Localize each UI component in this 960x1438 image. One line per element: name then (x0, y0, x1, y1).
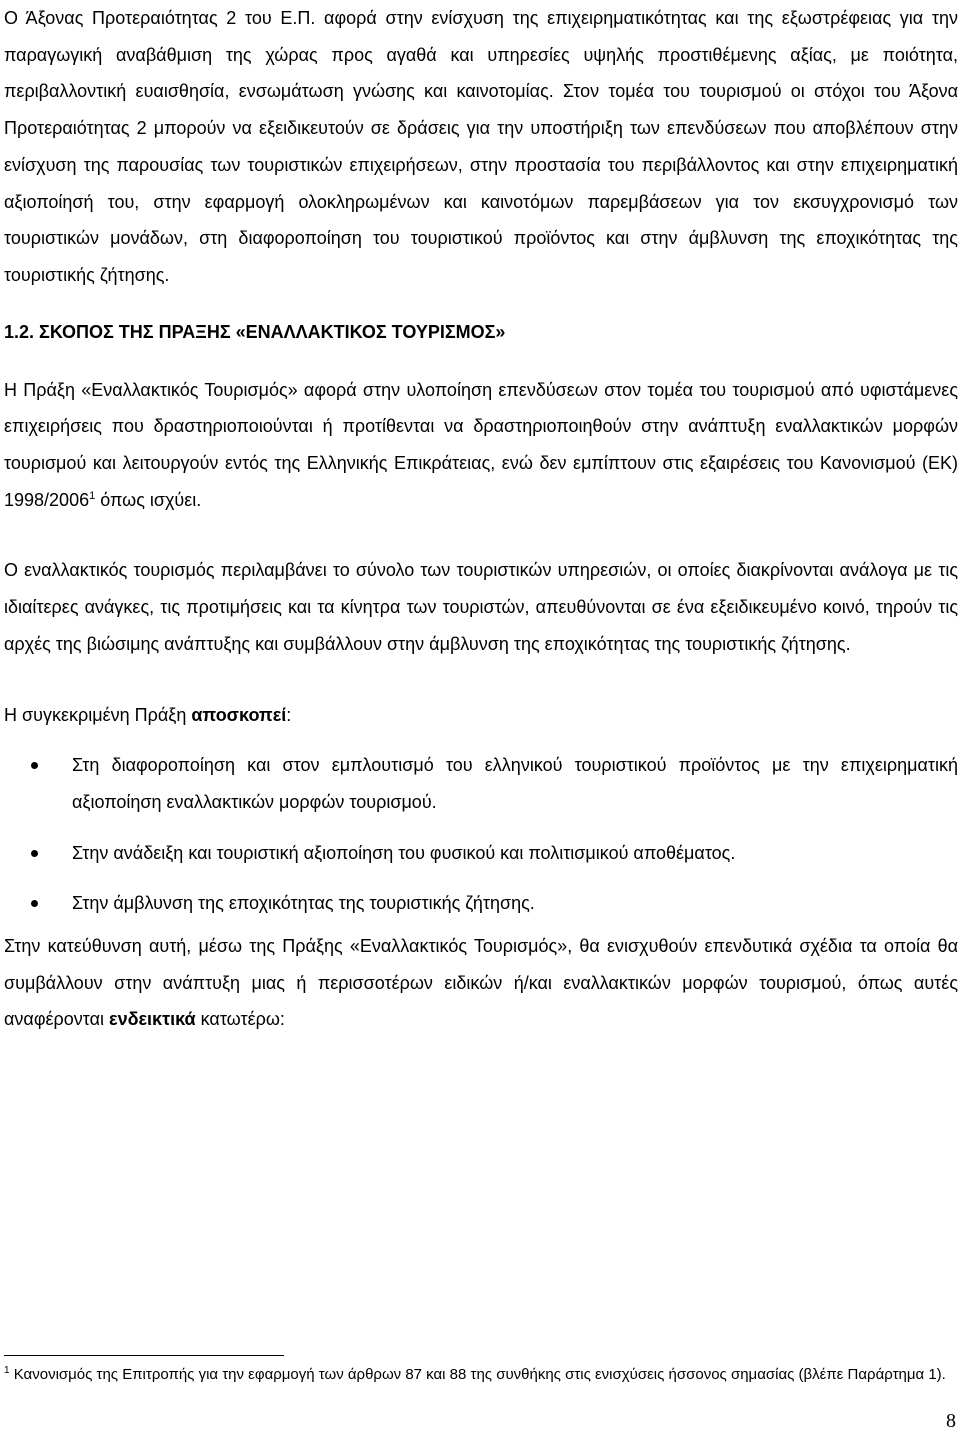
intro-paragraph: Ο Άξονας Προτεραιότητας 2 του Ε.Π. αφορά στην ενίσχυση της επιχειρηματικότητας και της εξωστρέφειας για την παραγωγική αναβάθμιση της χώρας προς αγαθά και υπηρεσίες υψηλής προστιθέμενης αξίας, με ποιότητα, περιβαλλοντική ευαισθησία, ενσωμάτωση γνώσης και καινοτομίας. Στον τομέα του τουρισμού οι στόχοι του Άξονα Προτεραιότητας 2 μπορούν να εξειδικευτούν σε δράσεις για την υποστήριξη των επενδύσεων που αποβλέπουν στην ενίσχυση της παρουσίας των τουριστικών επιχειρήσεων, στην προστασία του περιβάλλοντος και στην επιχειρηματική αξιοποίησή του, στην εφαρμογή ολοκληρωμένων και καινοτόμων παρεμβάσεων για τον εκσυγχρονισμό των τουριστικών μονάδων, στη διαφοροποίηση του τουριστικού προϊόντος και στην άμβλυνση της εποχικότητας της τουριστικής ζήτησης. (4, 8, 958, 285)
bullet-icon (31, 762, 38, 769)
section-heading: 1.2. ΣΚΟΠΟΣ ΤΗΣ ΠΡΑΞΗΣ «ΕΝΑΛΛΑΚΤΙΚΟΣ ΤΟΥΡΙΣΜΟΣ» (4, 321, 506, 342)
aims-keyword: αποσκοπεί (191, 704, 287, 725)
page-number: 8 (946, 1410, 956, 1432)
direction-paragraph (4, 928, 958, 1038)
direction-text: Στην κατεύθυνση αυτή, μέσω της Πράξης «Εναλλακτικός Τουρισμός», θα ενισχυθούν επενδυτικά σχέδια τα οποία θα συμβάλλουν στην ανάπτυξη μιας ή περισσοτέρων ειδικών ή/και εναλλακτικών μορφών τουρισμού, όπως αυτές αναφέρονται (4, 936, 958, 1030)
bullet-icon (31, 850, 38, 857)
footnote-number: 1 (4, 1365, 10, 1376)
list-item (4, 747, 958, 820)
footnote-text: Κανονισμός της Επιτροπής για την εφαρμογή των άρθρων 87 και 88 της συνθήκης στις ενισχύσεις ήσσονος σημασίας (βλέπε Παράρτημα 1). (9, 1366, 946, 1383)
action-description-tail: όπως ισχύει. (95, 489, 202, 510)
aims-intro-colon: : (286, 704, 292, 725)
footnote-reference[interactable]: 1 (89, 489, 96, 502)
footnote-divider (4, 1355, 284, 1356)
list-item (4, 835, 958, 872)
indicative-keyword: ενδεικτικά (109, 1009, 196, 1030)
list-item-text: Στην άμβλυνση της εποχικότητας της τουριστικής ζήτησης. (72, 893, 535, 914)
bullet-icon (31, 900, 38, 907)
alternative-tourism-paragraph: Ο εναλλακτικός τουρισμός περιλαμβάνει το σύνολο των τουριστικών υπηρεσιών, οι οποίες διακρίνονται ανάλογα με τις ιδιαίτερες ανάγκες, τις προτιμήσεις και τα κίνητρα των τουριστών, απευθύνονται σε ένα εξειδικευμένο κοινό, τηρούν τις αρχές της βιώσιμης ανάπτυξης και συμβάλλουν στην άμβλυνση της εποχικότητας της τουριστικής ζήτησης. (4, 560, 958, 654)
action-description-paragraph (4, 372, 958, 519)
list-item-text: Στη διαφοροποίηση και στον εμπλουτισμό του ελληνικού τουριστικού προϊόντος με την επιχειρηματική αξιοποίηση εναλλακτικών μορφών τουρισμού. (72, 755, 958, 812)
aims-list (4, 747, 958, 922)
aims-intro-text: Η συγκεκριμένη Πράξη (4, 704, 192, 725)
list-item (4, 885, 958, 922)
footnote (4, 1364, 958, 1386)
document-page (4, 0, 958, 1038)
action-description-text: Η Πράξη «Εναλλακτικός Τουρισμός» αφορά στην υλοποίηση επενδύσεων στον τομέα του τουρισμού από υφιστάμενες επιχειρήσεις που δραστηριοποιούνται ή προτίθενται να δραστηριοποιηθούν στην ανάπτυξη εναλλακτικών μορφών τουρισμού και λειτουργούν εντός της Ελληνικής Επικράτειας, ενώ δεν εμπίπτουν στις εξαιρέσεις του Κανονισμού (ΕΚ) 1998/2006 (4, 379, 958, 510)
direction-tail: κατωτέρω: (195, 1009, 285, 1030)
list-item-text: Στην ανάδειξη και τουριστική αξιοποίηση του φυσικού και πολιτισμικού αποθέματος. (72, 842, 736, 863)
aims-intro-paragraph (4, 697, 958, 734)
